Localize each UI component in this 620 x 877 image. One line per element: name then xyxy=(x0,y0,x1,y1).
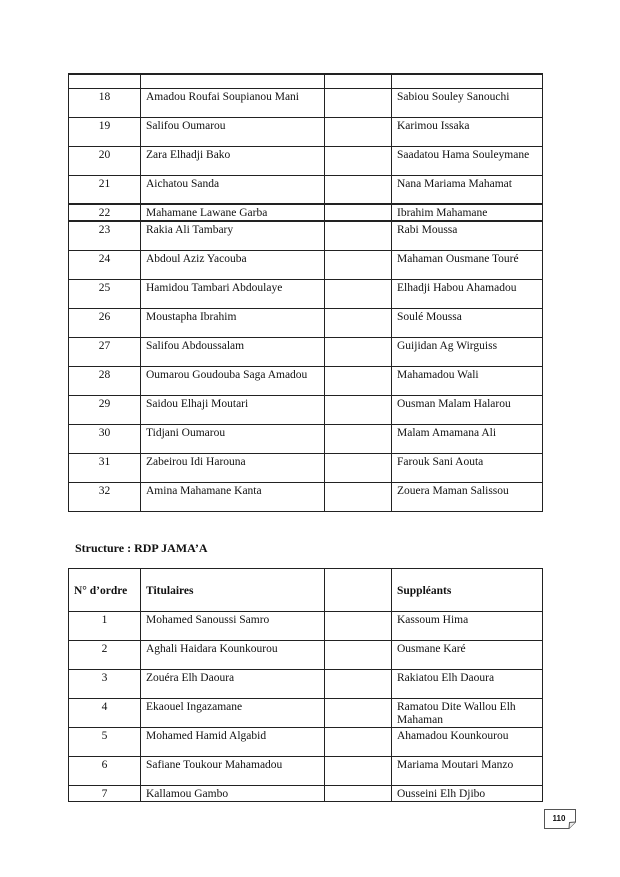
blank-cell xyxy=(325,612,392,641)
table-row xyxy=(69,453,543,482)
blank-cell xyxy=(325,337,392,366)
members-table-continued xyxy=(68,73,543,512)
table-row xyxy=(69,279,543,308)
suppleant-cell: Mahamadou Wali xyxy=(392,366,543,395)
suppleant-cell: Malam Amamana Ali xyxy=(392,424,543,453)
order-number-cell: 6 xyxy=(69,757,141,786)
suppleant-cell: Zouera Maman Salissou xyxy=(392,482,543,511)
titulaire-cell: Zabeirou Idi Harouna xyxy=(141,453,325,482)
titulaire-cell: Salifou Abdoussalam xyxy=(141,337,325,366)
titulaire-cell: Ekaouel Ingazamane xyxy=(141,699,325,728)
table-row xyxy=(69,424,543,453)
table-row xyxy=(69,482,543,511)
blank-cell xyxy=(325,308,392,337)
titulaire-cell: Tidjani Oumarou xyxy=(141,424,325,453)
order-number-cell: 20 xyxy=(69,146,141,175)
suppleant-cell: Ahamadou Kounkourou xyxy=(392,728,543,757)
table-row xyxy=(69,250,543,279)
blank-cell xyxy=(325,204,392,221)
order-number-cell: 28 xyxy=(69,366,141,395)
suppleant-cell: Guijidan Ag Wirguiss xyxy=(392,337,543,366)
blank-cell xyxy=(325,482,392,511)
suppleant-cell: Karimou Issaka xyxy=(392,117,543,146)
header-blank xyxy=(325,569,392,612)
header-titulaires: Titulaires xyxy=(141,569,325,612)
titulaire-cell: Zouéra Elh Daoura xyxy=(141,670,325,699)
page-number-badge xyxy=(544,809,576,829)
table-row xyxy=(69,786,543,802)
titulaire-cell: Aghali Haidara Kounkourou xyxy=(141,641,325,670)
order-number-cell: 29 xyxy=(69,395,141,424)
order-number-cell: 22 xyxy=(69,204,141,221)
table-header-row xyxy=(69,569,543,612)
blank-cell xyxy=(325,728,392,757)
table-row xyxy=(69,204,543,221)
titulaire-cell: Aichatou Sanda xyxy=(141,175,325,204)
titulaire-cell: Salifou Oumarou xyxy=(141,117,325,146)
blank-cell xyxy=(325,395,392,424)
header-suppleants: Suppléants xyxy=(392,569,543,612)
table-row xyxy=(69,146,543,175)
titulaire-cell: Mahamane Lawane Garba xyxy=(141,204,325,221)
order-number-cell: 30 xyxy=(69,424,141,453)
titulaire-cell: Rakia Ali Tambary xyxy=(141,221,325,250)
titulaire-cell: Safiane Toukour Mahamadou xyxy=(141,757,325,786)
order-number-cell: 25 xyxy=(69,279,141,308)
suppleant-cell: Mahaman Ousmane Touré xyxy=(392,250,543,279)
order-number-cell: 1 xyxy=(69,612,141,641)
titulaire-cell: Saidou Elhaji Moutari xyxy=(141,395,325,424)
order-number-cell: 21 xyxy=(69,175,141,204)
suppleant-cell: Nana Mariama Mahamat xyxy=(392,175,543,204)
order-number-cell xyxy=(69,74,141,88)
blank-cell xyxy=(325,670,392,699)
table-row xyxy=(69,670,543,699)
suppleant-cell: Farouk Sani Aouta xyxy=(392,453,543,482)
order-number-cell: 5 xyxy=(69,728,141,757)
table-row xyxy=(69,612,543,641)
order-number-cell: 27 xyxy=(69,337,141,366)
table-row xyxy=(69,757,543,786)
suppleant-cell: Rabi Moussa xyxy=(392,221,543,250)
blank-cell xyxy=(325,117,392,146)
blank-cell xyxy=(325,424,392,453)
blank-cell xyxy=(325,74,392,88)
titulaire-cell: Hamidou Tambari Abdoulaye xyxy=(141,279,325,308)
order-number-cell: 19 xyxy=(69,117,141,146)
blank-cell xyxy=(325,453,392,482)
table-row xyxy=(69,395,543,424)
order-number-cell: 7 xyxy=(69,786,141,802)
titulaire-cell: Moustapha Ibrahim xyxy=(141,308,325,337)
order-number-cell: 2 xyxy=(69,641,141,670)
table-row xyxy=(69,175,543,204)
order-number-cell: 32 xyxy=(69,482,141,511)
blank-cell xyxy=(325,757,392,786)
order-number-cell: 4 xyxy=(69,699,141,728)
blank-cell xyxy=(325,175,392,204)
rdp-jamaa-table xyxy=(68,568,543,802)
suppleant-cell: Ousseini Elh Djibo xyxy=(392,786,543,802)
titulaire-cell: Amadou Roufai Soupianou Mani xyxy=(141,88,325,117)
table-row xyxy=(69,88,543,117)
header-order-number: N° d’ordre xyxy=(69,569,141,612)
order-number-cell: 18 xyxy=(69,88,141,117)
table-row xyxy=(69,117,543,146)
blank-cell xyxy=(325,279,392,308)
titulaire-cell xyxy=(141,74,325,88)
titulaire-cell: Zara Elhadji Bako xyxy=(141,146,325,175)
table-row xyxy=(69,308,543,337)
order-number-cell: 23 xyxy=(69,221,141,250)
titulaire-cell: Mohamed Sanoussi Samro xyxy=(141,612,325,641)
titulaire-cell: Amina Mahamane Kanta xyxy=(141,482,325,511)
blank-cell xyxy=(325,146,392,175)
blank-cell xyxy=(325,786,392,802)
titulaire-cell: Abdoul Aziz Yacouba xyxy=(141,250,325,279)
suppleant-cell: Saadatou Hama Souleymane xyxy=(392,146,543,175)
blank-cell xyxy=(325,641,392,670)
structure-heading: Structure : RDP JAMA’A xyxy=(75,541,208,555)
suppleant-cell: Kassoum Hima xyxy=(392,612,543,641)
blank-cell xyxy=(325,88,392,117)
suppleant-cell: Sabiou Souley Sanouchi xyxy=(392,88,543,117)
suppleant-cell: Rakiatou Elh Daoura xyxy=(392,670,543,699)
suppleant-cell: Elhadji Habou Ahamadou xyxy=(392,279,543,308)
blank-cell xyxy=(325,366,392,395)
suppleant-cell: Soulé Moussa xyxy=(392,308,543,337)
order-number-cell: 26 xyxy=(69,308,141,337)
titulaire-cell: Oumarou Goudouba Saga Amadou xyxy=(141,366,325,395)
titulaire-cell: Kallamou Gambo xyxy=(141,786,325,802)
table-row xyxy=(69,728,543,757)
order-number-cell: 3 xyxy=(69,670,141,699)
order-number-cell: 24 xyxy=(69,250,141,279)
suppleant-cell xyxy=(392,74,543,88)
table-row xyxy=(69,366,543,395)
table-row xyxy=(69,641,543,670)
order-number-cell: 31 xyxy=(69,453,141,482)
table-row xyxy=(69,337,543,366)
titulaire-cell: Mohamed Hamid Algabid xyxy=(141,728,325,757)
table-row xyxy=(69,221,543,250)
suppleant-cell: Ibrahim Mahamane xyxy=(392,204,543,221)
suppleant-cell: Ousman Malam Halarou xyxy=(392,395,543,424)
blank-cell xyxy=(325,699,392,728)
table-row xyxy=(69,74,543,88)
suppleant-cell: Ramatou Dite Wallou Elh Mahaman xyxy=(392,699,543,728)
table-row xyxy=(69,699,543,728)
page-number: 110 xyxy=(552,814,566,823)
suppleant-cell: Mariama Moutari Manzo xyxy=(392,757,543,786)
blank-cell xyxy=(325,250,392,279)
blank-cell xyxy=(325,221,392,250)
suppleant-cell: Ousmane Karé xyxy=(392,641,543,670)
